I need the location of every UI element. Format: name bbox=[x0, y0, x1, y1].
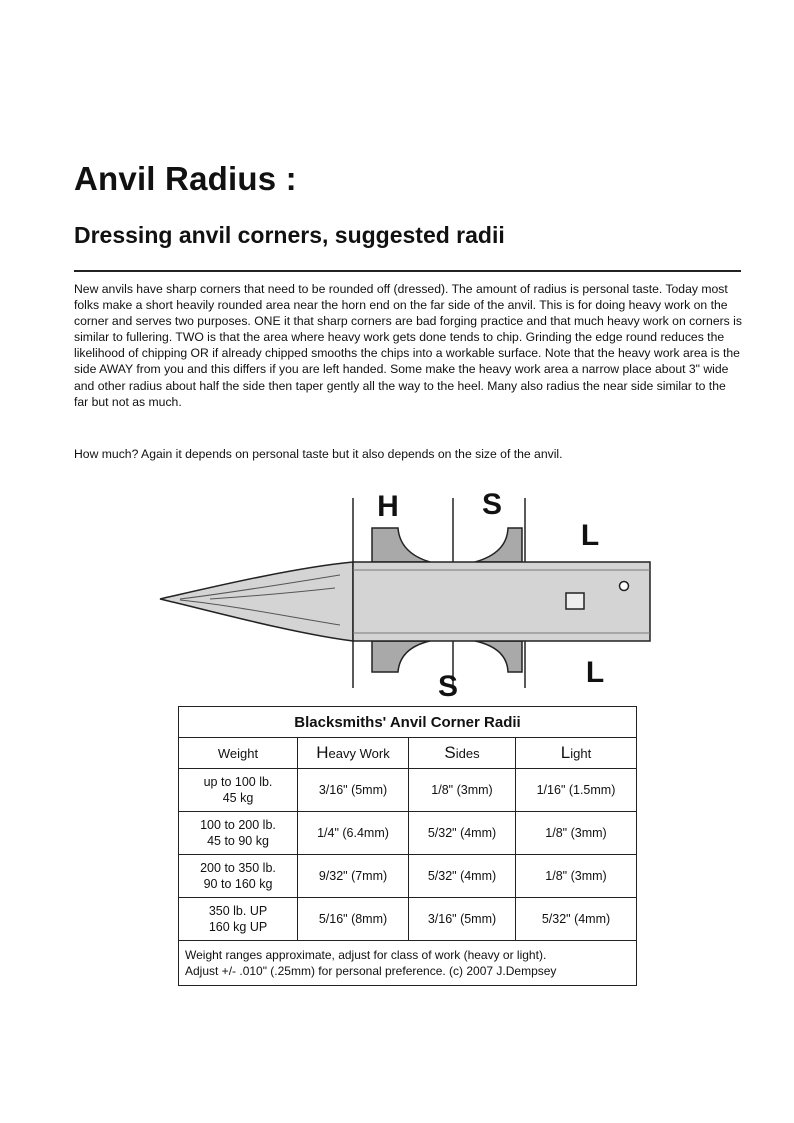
sides-cell: 3/16" (5mm) bbox=[409, 898, 516, 941]
weight-cell: 350 lb. UP 160 kg UP bbox=[179, 898, 298, 941]
page-subtitle: Dressing anvil corners, suggested radii bbox=[74, 222, 505, 248]
table-note: Weight ranges approximate, adjust for class of work (heavy or light). Adjust +/- .010" (.25mm) for personal preference. (c) 2007 J.Dempsey bbox=[179, 941, 637, 986]
question-paragraph: How much? Again it depends on personal taste but it also depends on the size of the anvil. bbox=[74, 447, 563, 461]
light-cell: 5/32" (4mm) bbox=[516, 898, 637, 941]
sides-cell: 1/8" (3mm) bbox=[409, 769, 516, 812]
header-weight: Weight bbox=[179, 738, 298, 769]
corner-radii-table bbox=[178, 706, 637, 986]
light-cell: 1/16" (1.5mm) bbox=[516, 769, 637, 812]
anvil-body bbox=[353, 562, 650, 641]
table-row bbox=[179, 898, 637, 941]
heavy-cell: 3/16" (5mm) bbox=[298, 769, 409, 812]
weight-cell: up to 100 lb. 45 kg bbox=[179, 769, 298, 812]
heavy-cell: 1/4" (6.4mm) bbox=[298, 812, 409, 855]
label-light-top: L bbox=[580, 519, 600, 552]
heavy-cell: 5/16" (8mm) bbox=[298, 898, 409, 941]
weight-cell: 100 to 200 lb. 45 to 90 kg bbox=[179, 812, 298, 855]
intro-paragraph: New anvils have sharp corners that need to be rounded off (dressed). The amount of radius is personal taste. Today most folks make a short heavily rounded area near the horn end on the far side of the anvil. This is for doing heavy work on the corner and serves two purposes. ONE it that sharp corners are bad forging practice and that much heavy work on corners is similar to fullering. TWO is that the area where heavy work gets done tends to chip. Grinding the edge round reduces the likelihood of chipping OR if already chipped smooths the chips into a workable surface. Note that the heavy work area is the side AWAY from you and this differs if you are left handed. Some make the heavy work area a narrow place about 3" wide and other radius about half the side then taper gently all the way to the heel. Many also radius the near side similar to the far but not as much. bbox=[74, 282, 742, 409]
sides-cell: 5/32" (4mm) bbox=[409, 812, 516, 855]
table-row bbox=[179, 855, 637, 898]
sides-cell: 5/32" (4mm) bbox=[409, 855, 516, 898]
table-row bbox=[179, 812, 637, 855]
weight-cell: 200 to 350 lb. 90 to 160 kg bbox=[179, 855, 298, 898]
title-divider bbox=[74, 270, 741, 272]
table-caption: Blacksmiths' Anvil Corner Radii bbox=[179, 707, 637, 738]
anvil-diagram bbox=[140, 483, 660, 703]
heavy-cell: 9/32" (7mm) bbox=[298, 855, 409, 898]
anvil-horn bbox=[160, 562, 353, 641]
label-light-bottom: L bbox=[585, 656, 605, 689]
page-title: Anvil Radius : bbox=[74, 160, 297, 197]
table-row bbox=[179, 769, 637, 812]
label-heavy: H bbox=[377, 490, 399, 523]
label-sides-bottom: S bbox=[437, 670, 459, 703]
light-cell: 1/8" (3mm) bbox=[516, 855, 637, 898]
header-heavy-work: Heavy Work bbox=[298, 738, 409, 769]
pritchel-hole bbox=[620, 582, 629, 591]
light-cell: 1/8" (3mm) bbox=[516, 812, 637, 855]
hardy-hole bbox=[566, 593, 584, 609]
header-light: Light bbox=[516, 738, 637, 769]
header-sides: Sides bbox=[409, 738, 516, 769]
label-sides-top: S bbox=[481, 488, 503, 521]
